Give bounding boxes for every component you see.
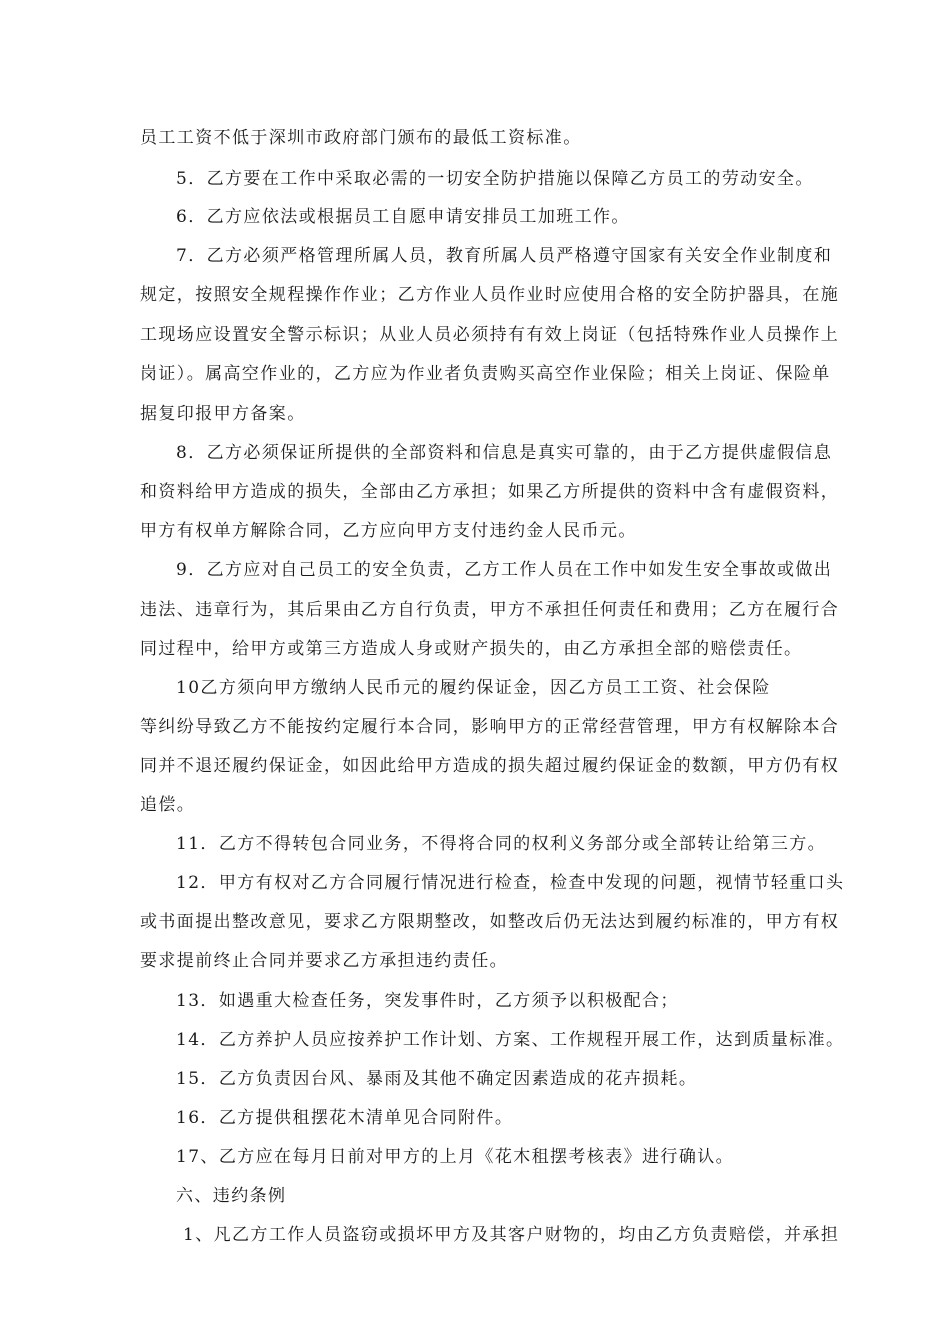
text-line: 13．如遇重大检查任务，突发事件时，乙方须予以积极配合； xyxy=(176,991,679,1011)
text-line: 工现场应设置安全警示标识；从业人员必须持有有效上岗证（包括特殊作业人员操作上 xyxy=(140,325,840,345)
text-line: 8．乙方必须保证所提供的全部资料和信息是真实可靠的，由于乙方提供虚假信息 xyxy=(176,443,833,463)
text-line: 要求提前终止合同并要求乙方承担违约责任。 xyxy=(140,951,508,971)
text-line: 员工工资不低于深圳市政府部门颁布的最低工资标准。 xyxy=(140,128,582,148)
text-line: 或书面提出整改意见，要求乙方限期整改，如整改后仍无法达到履约标准的，甲方有权 xyxy=(140,912,840,932)
section-heading: 六、违约条例 xyxy=(176,1186,287,1206)
text-line: 16．乙方提供租摆花木清单见合同附件。 xyxy=(176,1108,514,1128)
text-line: 据复印报甲方备案。 xyxy=(140,404,306,424)
text-line: 6．乙方应依法或根据员工自愿申请安排员工加班工作。 xyxy=(176,207,630,227)
text-line: 违法、违章行为，其后果由乙方自行负责，甲方不承担任何责任和费用；乙方在履行合 xyxy=(140,600,840,620)
text-line: 规定，按照安全规程操作作业；乙方作业人员作业时应使用合格的安全防护器具，在施 xyxy=(140,285,840,305)
text-line: 17、乙方应在每月日前对甲方的上月《花木租摆考核表》进行确认。 xyxy=(176,1147,735,1167)
text-line: 甲方有权单方解除合同，乙方应向甲方支付违约金人民币元。 xyxy=(140,521,637,541)
text-line: 10乙方须向甲方缴纳人民币元的履约保证金，因乙方员工工资、社会保险 xyxy=(176,678,771,698)
text-line: 等纠纷导致乙方不能按约定履行本合同，影响甲方的正常经营管理，甲方有权解除本合 xyxy=(140,717,840,737)
text-line: 和资料给甲方造成的损失，全部由乙方承担；如果乙方所提供的资料中含有虚假资料， xyxy=(140,482,840,502)
text-line: 追偿。 xyxy=(140,795,196,815)
text-line: 12．甲方有权对乙方合同履行情况进行检查，检查中发现的问题，视情节轻重口头 xyxy=(176,873,845,893)
text-line: 15．乙方负责因台风、暴雨及其他不确定因素造成的花卉损耗。 xyxy=(176,1069,698,1089)
text-line: 5．乙方要在工作中采取必需的一切安全防护措施以保障乙方员工的劳动安全。 xyxy=(176,169,814,189)
text-line: 7．乙方必须严格管理所属人员，教育所属人员严格遵守国家有关安全作业制度和 xyxy=(176,246,833,266)
text-line: 1、凡乙方工作人员盗窃或损坏甲方及其客户财物的，均由乙方负责赔偿，并承担 xyxy=(183,1225,840,1245)
text-line: 11．乙方不得转包合同业务，不得将合同的权利义务部分或全部转让给第三方。 xyxy=(176,834,827,854)
text-line: 同并不退还履约保证金，如因此给甲方造成的损失超过履约保证金的数额，甲方仍有权 xyxy=(140,756,840,776)
text-line: 岗证）。属高空作业的，乙方应为作业者负责购买高空作业保险；相关上岗证、保险单 xyxy=(140,364,831,384)
text-line: 同过程中，给甲方或第三方造成人身或财产损失的，由乙方承担全部的赔偿责任。 xyxy=(140,639,803,659)
text-line: 14．乙方养护人员应按养护工作计划、方案、工作规程开展工作，达到质量标准。 xyxy=(176,1030,845,1050)
text-line: 9．乙方应对自己员工的安全负责，乙方工作人员在工作中如发生安全事故或做出 xyxy=(176,560,833,580)
